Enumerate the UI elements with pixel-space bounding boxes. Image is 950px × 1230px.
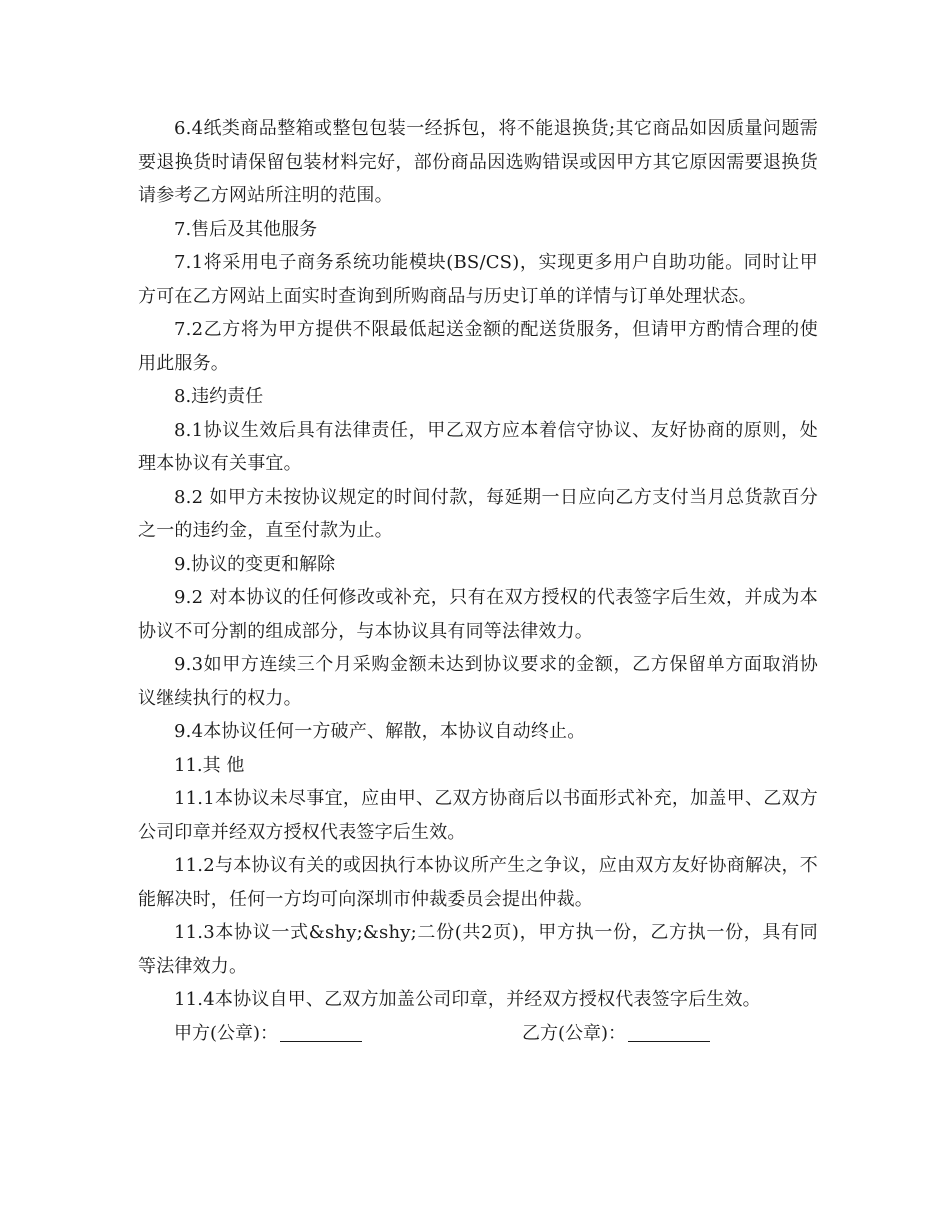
- signature-row: [138, 1017, 818, 1051]
- clause-11-2: 11.2与本协议有关的或因执行本协议所产生之争议，应由双方友好协商解决，不能解决时，任何一方均可向深圳市仲裁委员会提出仲裁。: [138, 855, 818, 910]
- clause-9-3: 9.3如甲方连续三个月采购金额未达到协议要求的金额，乙方保留单方面取消协议继续执行的权力。: [138, 654, 818, 709]
- clause-8-1: 8.1协议生效后具有法律责任，甲乙双方应本着信守协议、友好协商的原则，处理本协议有关事宜。: [138, 419, 818, 474]
- party-b-signature: [522, 1017, 710, 1051]
- party-b-label: 乙方(公章)：: [522, 1022, 627, 1044]
- section-heading-8: 8.违约责任: [174, 386, 264, 407]
- clause-7-2: 7.2乙方将为甲方提供不限最低起送金额的配送货服务，但请甲方酌情合理的使用此服务。: [138, 319, 818, 374]
- section-heading-7: 7.售后及其他服务: [174, 218, 318, 240]
- clause-11-3: 11.3本协议一式&shy;&shy;二份(共2页)，甲方执一份，乙方执一份，具有同等法律效力。: [138, 922, 818, 977]
- section-heading-11: 11.其 他: [174, 754, 245, 776]
- party-a-signature: [174, 1017, 362, 1051]
- party-a-blank-line: [280, 1019, 362, 1042]
- party-a-label: 甲方(公章)：: [174, 1022, 279, 1044]
- clause-7-1: 7.1将采用电子商务系统功能模块(BS/CS)，实现更多用户自助功能。同时让甲方可在乙方网站上面实时查询到所购商品与历史订单的详情与订单处理状态。: [138, 252, 818, 307]
- clause-8-2: 8.2 如甲方未按协议规定的时间付款，每延期一日应向乙方支付当月总货款百分之一的违约金，直至付款为止。: [138, 486, 818, 541]
- section-heading-9: 9.协议的变更和解除: [174, 553, 336, 575]
- document-body: [138, 112, 818, 1050]
- party-b-blank-line: [628, 1019, 710, 1042]
- clause-9-2: 9.2 对本协议的任何修改或补充，只有在双方授权的代表签字后生效，并成为本协议不可分割的组成部分，与本协议具有同等法律效力。: [138, 587, 818, 642]
- clause-11-4: 11.4本协议自甲、乙双方加盖公司印章，并经双方授权代表签字后生效。: [174, 989, 761, 1010]
- clause-9-4: 9.4本协议任何一方破产、解散，本协议自动终止。: [174, 721, 586, 742]
- clause-11-1: 11.1本协议未尽事宜，应由甲、乙双方协商后以书面形式补充，加盖甲、乙双方公司印章并经双方授权代表签字后生效。: [138, 788, 818, 843]
- clause-6-4: 6.4纸类商品整箱或整包包装一经拆包，将不能退换货;其它商品如因质量问题需要退换货时请保留包装材料完好，部份商品因选购错误或因甲方其它原因需要退换货请参考乙方网站所注明的范围。: [138, 118, 818, 206]
